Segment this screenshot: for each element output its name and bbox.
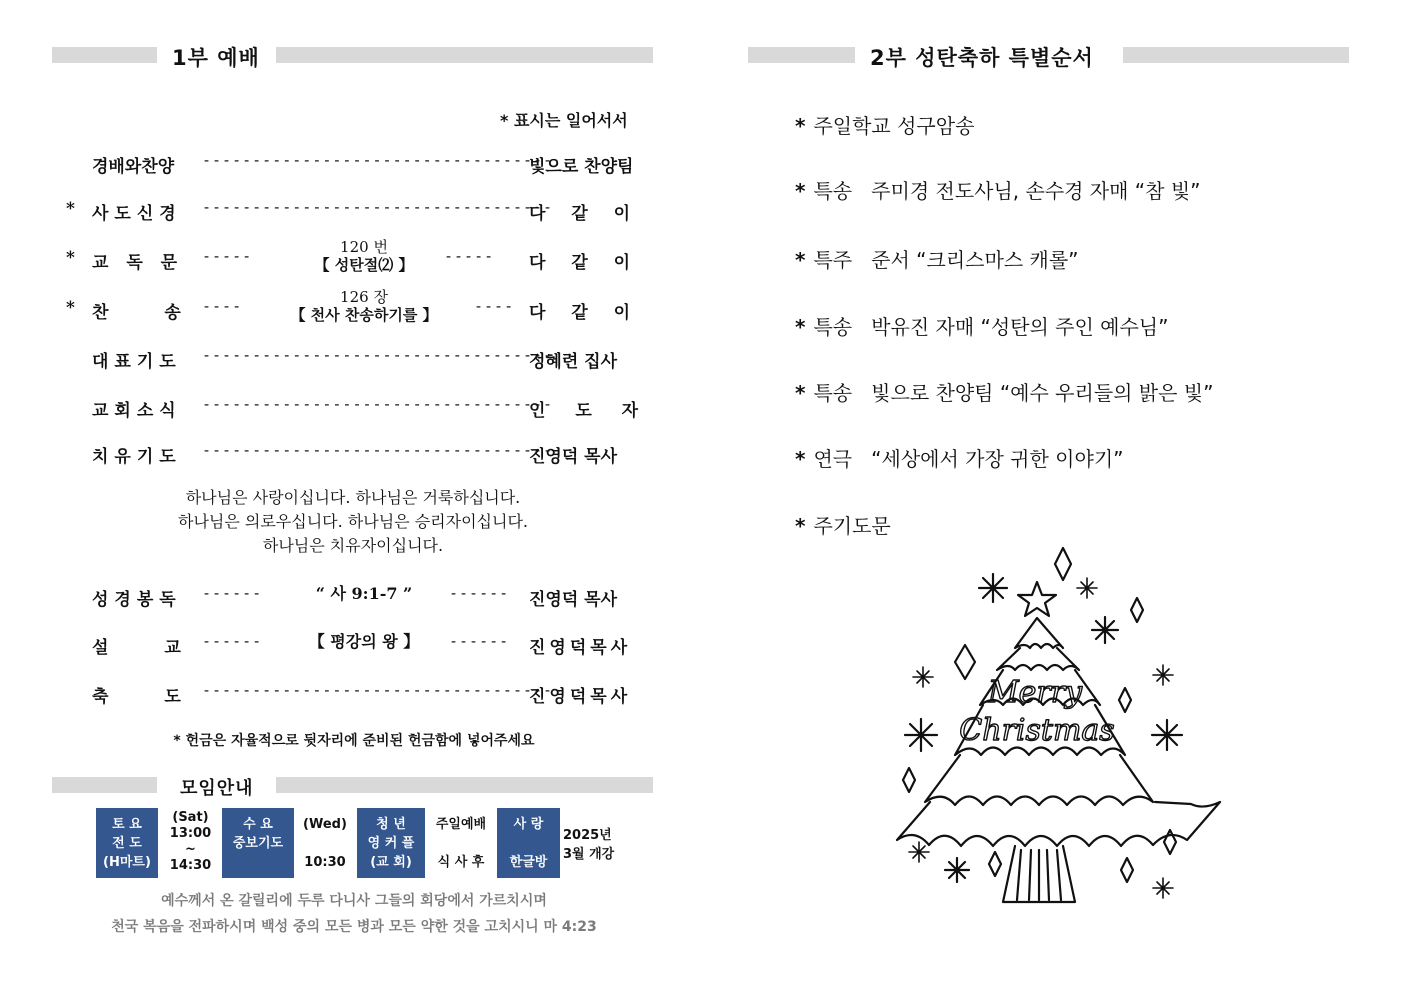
- merry-text: Merry: [987, 675, 1083, 710]
- meeting-love-time: 2025년 3월 개강: [563, 828, 615, 862]
- dash-leader: -----------------------------------: [202, 346, 554, 364]
- meeting-wednesday: 수 요 중보기도: [222, 808, 294, 878]
- diamond-icon: [955, 645, 975, 679]
- order-row: [64, 345, 644, 371]
- order-label: 경배와찬양: [92, 157, 175, 177]
- verse-line-2: 천국 복음을 전파하시며 백성 중의 모든 병과 모든 약한 것을 고치시니 마 4:23: [111, 919, 597, 935]
- order-leader: 진영덕목사: [529, 687, 632, 707]
- dash-leader: -----------------------------------: [202, 395, 554, 413]
- order-leader: 다 같 이: [529, 303, 641, 323]
- order-leader: 진영덕목사: [529, 638, 632, 658]
- standing-mark: *: [66, 199, 75, 219]
- meetings-title: 모임안내: [180, 778, 254, 799]
- sparkle-icon: [913, 667, 933, 687]
- tree-tier: [897, 802, 1220, 846]
- order-label: 치유기도: [92, 447, 182, 467]
- order-row: [64, 238, 644, 274]
- section-title-special: 2부 성탄축하 특별순서: [870, 46, 1094, 70]
- section-bar-right-a: [748, 47, 855, 63]
- dash-leader: ------: [449, 632, 510, 650]
- order-label: 사도신경: [92, 204, 182, 224]
- section-bar-left-b: [276, 47, 653, 63]
- order-leader: 빛으로 찬양팀: [529, 157, 634, 177]
- program-item: * 연극 “세상에서 가장 귀한 이야기”: [795, 447, 1124, 471]
- section-bar-meetings-b: [276, 777, 653, 793]
- offering-note: * 헌금은 자율적으로 뒷자리에 준비된 헌금함에 넣어주세요: [173, 733, 535, 749]
- order-row: [64, 197, 644, 223]
- standing-mark: *: [66, 298, 75, 318]
- christmas-tree-illustration: [885, 540, 1230, 910]
- order-label: 설 교: [92, 638, 181, 658]
- meeting-youth: 청 년 영 커 플 (교 회): [357, 808, 425, 878]
- diamond-icon: [1164, 830, 1176, 854]
- order-label: 축 도: [92, 687, 181, 707]
- diamond-icon: [1121, 858, 1133, 882]
- order-leader: 인 도 자: [529, 401, 651, 421]
- program-item: * 특주 준서 “크리스마스 캐롤”: [795, 248, 1079, 272]
- diamond-icon: [1055, 548, 1071, 580]
- meeting-saturday-time: (Sat) 13:00 ~ 14:30: [169, 810, 212, 873]
- order-label: 대표기도: [92, 352, 182, 372]
- order-row: [64, 394, 651, 421]
- hymn-number: 126 장 【 천사 찬송하기를 】: [290, 288, 438, 324]
- snowflake-icon: [979, 574, 1007, 602]
- order-leader: 정혜련 집사: [529, 352, 618, 372]
- order-row: [64, 288, 644, 324]
- dash-leader: -----------------------------------: [202, 681, 554, 699]
- snowflake-icon: [945, 858, 969, 882]
- dash-leader: ------: [202, 584, 263, 602]
- meeting-love: 사 랑 한글방: [497, 808, 560, 878]
- diamond-icon: [1119, 688, 1131, 712]
- tree-tier: [925, 755, 1153, 805]
- verse-line-1: 예수께서 온 갈릴리에 두루 다니사 그들의 회당에서 가르치시며: [161, 893, 547, 909]
- dash-leader: ------: [202, 632, 263, 650]
- diamond-icon: [1131, 598, 1143, 622]
- section-title-worship: 1부 예배: [172, 46, 260, 70]
- order-row: [64, 631, 644, 657]
- diamond-icon: [989, 852, 1001, 876]
- dash-leader: ----: [474, 297, 515, 315]
- program-item: * 특송 빛으로 찬양팀 “예수 우리들의 밝은 빛”: [795, 381, 1214, 405]
- meeting-wednesday-time: (Wed) 10:30: [303, 817, 347, 870]
- meeting-youth-time: 주일예배 식 사 후: [435, 817, 487, 870]
- section-bar-left-a: [52, 47, 157, 63]
- dash-leader: -----: [202, 247, 253, 265]
- reading-number: 120 번 【 성탄절⑵ 】: [314, 238, 414, 274]
- dash-leader: ----: [202, 297, 243, 315]
- christmas-text: Christmas: [959, 713, 1115, 748]
- dash-leader: -----------------------------------: [202, 198, 554, 216]
- dash-leader: ------: [449, 584, 510, 602]
- tree-star-icon: [1018, 582, 1056, 616]
- order-leader: 진영덕 목사: [529, 590, 618, 610]
- program-item: * 주기도문: [795, 514, 891, 538]
- order-leader: 진영덕 목사: [529, 447, 618, 467]
- order-label: 교 독 문: [92, 253, 184, 273]
- meeting-saturday: 토 요 전 도 (H마트): [96, 808, 158, 878]
- sermon-title: 【 평강의 왕 】: [308, 632, 420, 651]
- standing-note: * 표시는 일어서서: [500, 111, 628, 130]
- order-row: [64, 440, 644, 466]
- order-row: [64, 150, 644, 176]
- program-item: * 특송 박유진 자매 “성탄의 주인 예수님”: [795, 315, 1169, 339]
- creed-text: 하나님은 사랑이십니다. 하나님은 거룩하십니다. 하나님은 의로우십니다. 하나님은 승리자이십니다. 하나님은 치유자이십니다.: [177, 488, 528, 555]
- tree-tier: [997, 648, 1079, 670]
- dash-leader: -----------------------------------: [202, 151, 554, 169]
- order-row: [64, 680, 644, 706]
- tree-tier: [1015, 618, 1063, 648]
- sparkle-icon: [1077, 578, 1097, 598]
- sparkle-icon: [909, 842, 929, 862]
- program-item: * 특송 주미경 전도사님, 손수경 자매 “참 빛”: [795, 179, 1201, 203]
- order-leader: 다 같 이: [529, 204, 641, 224]
- order-row: [64, 583, 644, 609]
- standing-mark: *: [66, 248, 75, 268]
- snowflake-icon: [905, 719, 937, 751]
- snowflake-icon: [1092, 617, 1118, 643]
- section-bar-meetings-a: [52, 777, 157, 793]
- order-label: 찬 송: [92, 303, 181, 323]
- scripture-reference: “ 사 9:1-7 ”: [315, 584, 413, 603]
- order-label: 성경봉독: [92, 590, 182, 610]
- program-item: * 주일학교 성구암송: [795, 114, 975, 138]
- section-bar-right-b: [1123, 47, 1349, 63]
- order-label: 교회소식: [92, 401, 182, 421]
- dash-leader: -----------------------------------: [202, 441, 554, 459]
- dash-leader: -----: [444, 247, 495, 265]
- sparkle-icon: [1153, 665, 1173, 685]
- sparkle-icon: [1153, 878, 1173, 898]
- order-leader: 다 같 이: [529, 253, 641, 273]
- diamond-icon: [903, 768, 915, 792]
- snowflake-icon: [1152, 720, 1182, 750]
